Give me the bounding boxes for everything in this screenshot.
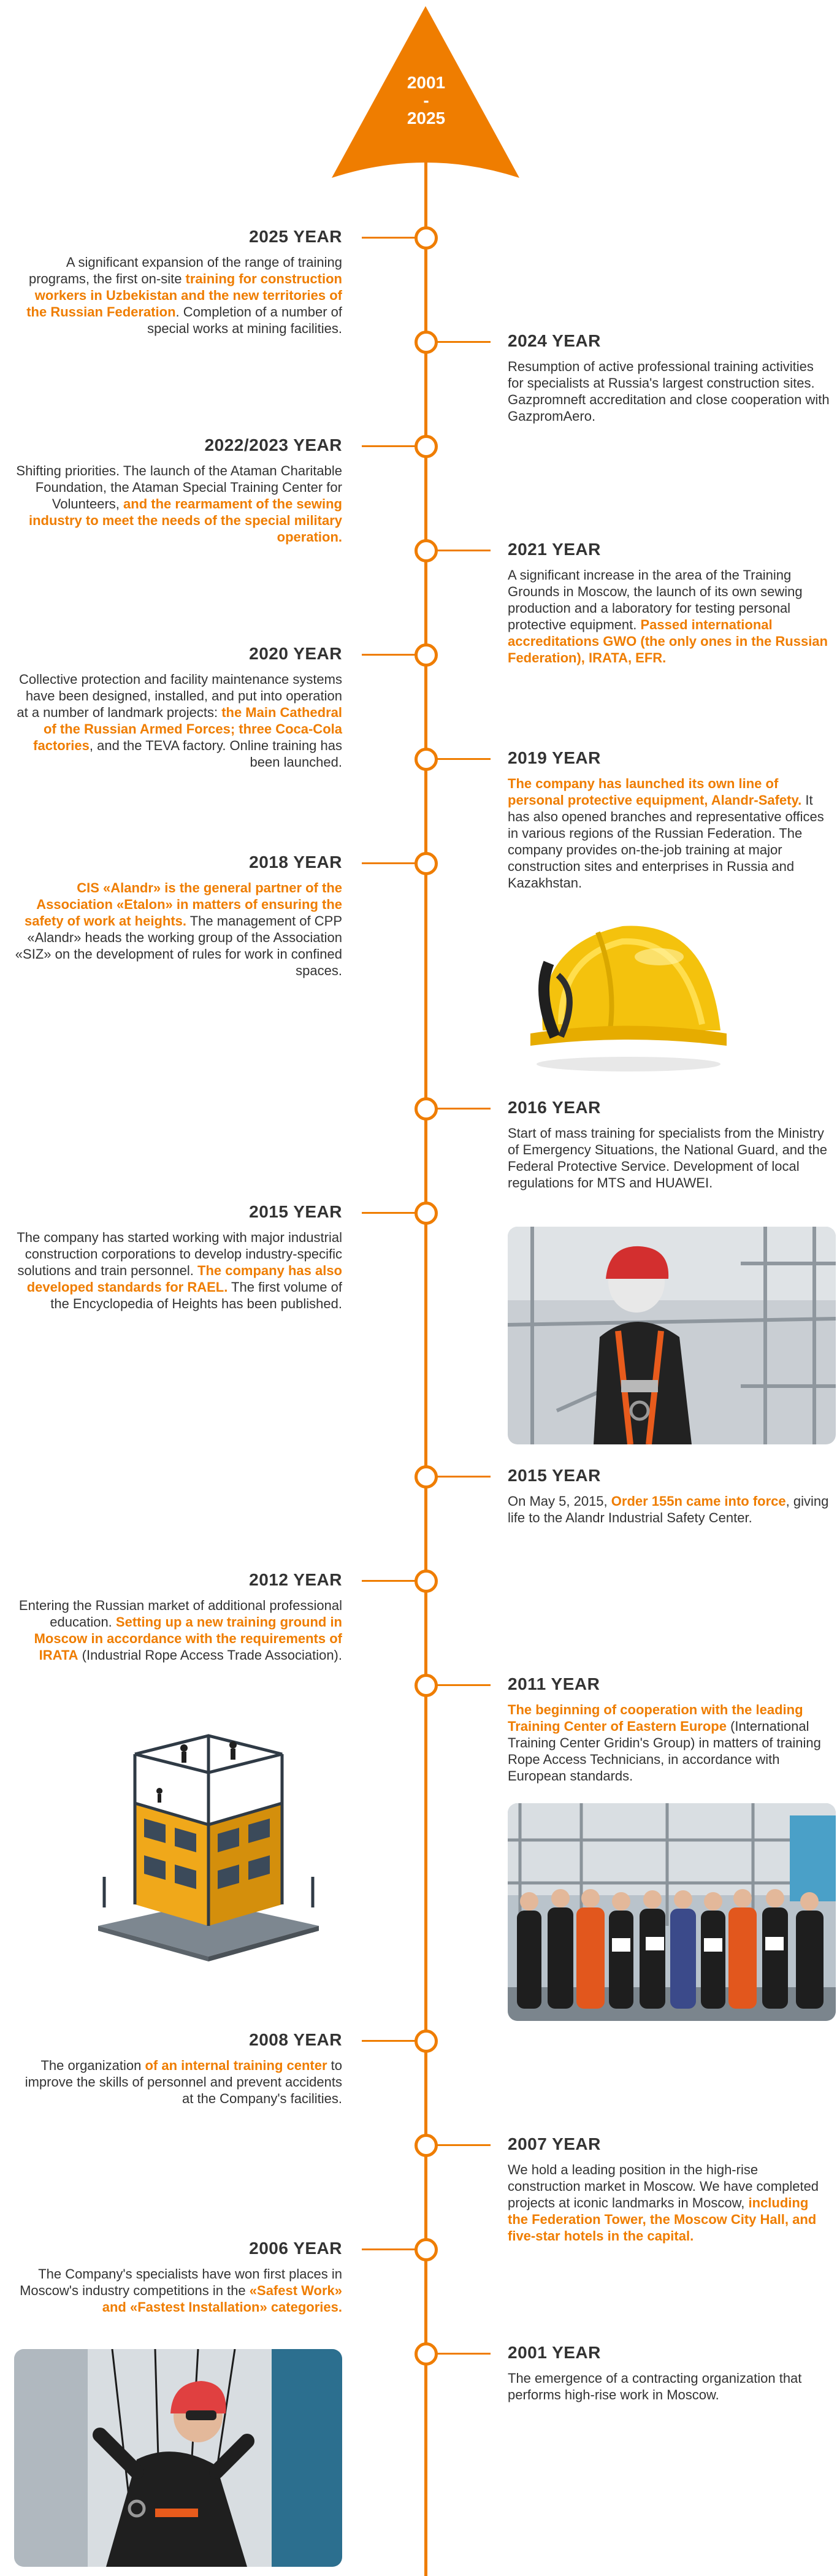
connector [437,1108,491,1110]
timeline-node-2006 [415,2238,438,2261]
entry-year: 2015 YEAR [249,1202,342,1221]
entry-year: 2024 YEAR [508,331,601,350]
timeline-entry-2024 [508,331,830,424]
timeline-entry-2012 [11,1570,342,1663]
entry-text: The management of CPP «Alandr» heads the working group of the Association «SIZ» on the development of rules for work in confined spaces. [15,913,342,978]
entry-year: 2016 YEAR [508,1098,601,1117]
entry-description [508,2370,830,2403]
entry-text: (International Training Center Gridin's Group) in matters of training Rope Access Technicians, in accordance with European standards. [508,1719,821,1784]
entry-text: Collective protection and facility maintenance systems have been designed, installed, and put into operation at a number of landmark projects: [17,672,342,720]
entry-text: Shifting priorities. The launch of the Ataman Charitable Foundation, the Ataman Special Training Center for Volunteers, [16,463,342,512]
entry-description [11,880,342,979]
entry-description [11,2057,342,2107]
entry-highlight: The company has launched its own line of personal protective equipment, Alandr-Safety. [508,776,802,808]
timeline-node-2020 [415,643,438,667]
timeline-entry-2015-b [508,1466,830,1526]
entry-text: A significant expansion of the range of training programs, the first on-site [29,255,342,286]
timeline-node-2001 [415,2342,438,2366]
entry-text: , giving life to the Alandr Industrial Safety Center. [508,1493,829,1525]
training-tower-image [92,1717,325,1963]
entry-description [508,1125,830,1191]
entry-text: On May 5, 2015, [508,1493,611,1509]
timeline-node-2022 [415,435,438,458]
entry-text: The emergence of a contracting organization that performs high-rise work in Moscow. [508,2371,802,2402]
entry-description [11,1597,342,1663]
entry-text: , and the TEVA factory. Online training has been launched. [89,738,342,770]
header-range-dash: - [423,91,429,110]
entry-year: 2008 YEAR [249,2030,342,2049]
timeline-entry-2022-2023 [11,435,342,545]
entry-highlight: «Safest Work» and «Fastest Installation» categories. [102,2283,342,2315]
entry-text: Resumption of active professional training activities for specialists at Russia's largest construction sites. Gazpromneft accreditation and close cooperation with GazpromAero. [508,359,830,424]
timeline-node-2018 [415,852,438,875]
entry-year: 2020 YEAR [249,644,342,663]
timeline-node-2015b [415,1465,438,1489]
connector [437,2353,491,2355]
timeline-node-2021 [415,539,438,562]
entry-highlight: The company has also developed standards for RAEL. [26,1263,342,1295]
entry-description [11,254,342,337]
entry-text: . Completion of a number of special works at mining facilities. [147,304,342,336]
entry-year: 2011 YEAR [508,1674,600,1693]
connector [437,1684,491,1686]
timeline-entry-2016 [508,1098,830,1191]
entry-description [11,671,342,770]
entry-text: The organization [40,2058,145,2073]
connector [362,2040,416,2042]
connector [437,1476,491,1478]
timeline-entry-2015-a [11,1202,342,1312]
entry-text: We hold a leading position in the high-rise construction market in Moscow. We have completed projects at iconic landmarks in Moscow, [508,2162,819,2210]
header-range-bottom: 2025 [407,109,446,128]
entry-year: 2019 YEAR [508,748,601,767]
connector [437,758,491,760]
entry-highlight: CIS «Alandr» is the general partner of the Association «Etalon» in matters of ensuring the safety of work at heights. [24,880,342,929]
connector [362,1580,416,1582]
entry-highlight: The beginning of cooperation with the leading Training Center of Eastern Europe [508,1702,803,1734]
entry-description [11,462,342,545]
entry-highlight: Passed international accreditations GWO (the only ones in the Russian Federation), IRATA, EFR. [508,617,828,665]
entry-year: 2007 YEAR [508,2134,601,2153]
timeline-line [424,147,427,2576]
connector [437,341,491,343]
timeline-node-2015a [415,1202,438,1225]
entry-highlight: and the rearmament of the sewing industry to meet the needs of the special military operation. [28,496,342,545]
connector [362,862,416,864]
header-date-range [368,74,484,127]
timeline-node-2011 [415,1674,438,1697]
entry-year: 2025 YEAR [249,227,342,246]
entry-text: Start of mass training for specialists from the Ministry of Emergency Situations, the National Guard, and the Federal Protective Service. Development of local regulations for MTS and HUAWEI. [508,1125,827,1190]
timeline-entry-2011 [508,1674,830,1784]
entry-year: 2012 YEAR [249,1570,342,1589]
connector [362,237,416,239]
timeline-entry-2007 [508,2134,830,2244]
entry-text: The Company's specialists have won first places in Moscow's industry competitions in the [20,2266,342,2298]
entry-year: 2022/2023 YEAR [204,435,342,454]
helmet-image [524,908,733,1073]
group-photo [508,1803,836,2021]
entry-highlight: Setting up a new training ground in Moscow in accordance with the requirements of IRATA [34,1614,342,1663]
entry-highlight: of an internal training center [145,2058,327,2073]
timeline-node-2019 [415,748,438,771]
entry-description [508,775,830,891]
entry-description [11,1229,342,1312]
entry-description [11,2266,342,2315]
entry-year: 2021 YEAR [508,540,601,559]
timeline-entry-2019 [508,748,830,891]
entry-highlight: including the Federation Tower, the Moscow City Hall, and five-star hotels in the capital. [508,2195,817,2244]
entry-description [508,358,830,424]
connector [437,550,491,551]
entry-year: 2018 YEAR [249,853,342,872]
entry-description [508,2161,830,2244]
header-range-top: 2001 [407,73,446,92]
entry-year: 2001 YEAR [508,2343,601,2362]
timeline-node-2008 [415,2030,438,2053]
entry-description [508,1701,830,1784]
timeline-node-2025 [415,226,438,250]
entry-highlight: Order 155n came into force [611,1493,786,1509]
timeline-node-2024 [415,331,438,354]
climber-photo [14,2349,342,2567]
entry-description [508,567,830,666]
entry-text: The first volume of the Encyclopedia of Heights has been published. [50,1279,342,1311]
connector [362,654,416,656]
timeline-entry-2018 [11,853,342,979]
entry-description [508,1493,830,1526]
entry-text: It has also opened branches and representative offices in various regions of the Russian Federation. The company provides on-the-job training at major construction sites and enterprises in Russia and Kazakhstan. [508,792,824,891]
entry-highlight: training for construction workers in Uzbekistan and the new territories of the Russian Federation [26,271,342,320]
timeline-entry-2020 [11,644,342,770]
entry-text: (Industrial Rope Access Trade Association). [78,1647,342,1663]
entry-text: Entering the Russian market of additional professional education. [18,1598,342,1630]
timeline-entry-2006 [11,2239,342,2315]
entry-highlight: the Main Cathedral of the Russian Armed Forces; three Coca-Cola factories [33,705,342,753]
entry-year: 2006 YEAR [249,2239,342,2258]
connector [362,445,416,447]
connector [362,2248,416,2250]
connector [437,2144,491,2146]
timeline-node-2012 [415,1570,438,1593]
entry-text: to improve the skills of personnel and prevent accidents at the Company's facilities. [25,2058,342,2106]
entry-text: A significant increase in the area of the Training Grounds in Moscow, the launch of its own sewing production and a laboratory for testing personal protective equipment. [508,567,803,632]
timeline-entry-2025 [11,227,342,337]
connector [362,1212,416,1214]
timeline-entry-2008 [11,2030,342,2107]
timeline-entry-2021 [508,540,830,666]
timeline-node-2016 [415,1097,438,1121]
timeline-node-2007 [415,2134,438,2157]
entry-text: The company has started working with major industrial construction corporations to develop industry-specific solutions and train personnel. [17,1230,342,1278]
entry-year: 2015 YEAR [508,1466,601,1485]
timeline-entry-2001 [508,2343,830,2403]
mannequin-photo [508,1227,836,1444]
